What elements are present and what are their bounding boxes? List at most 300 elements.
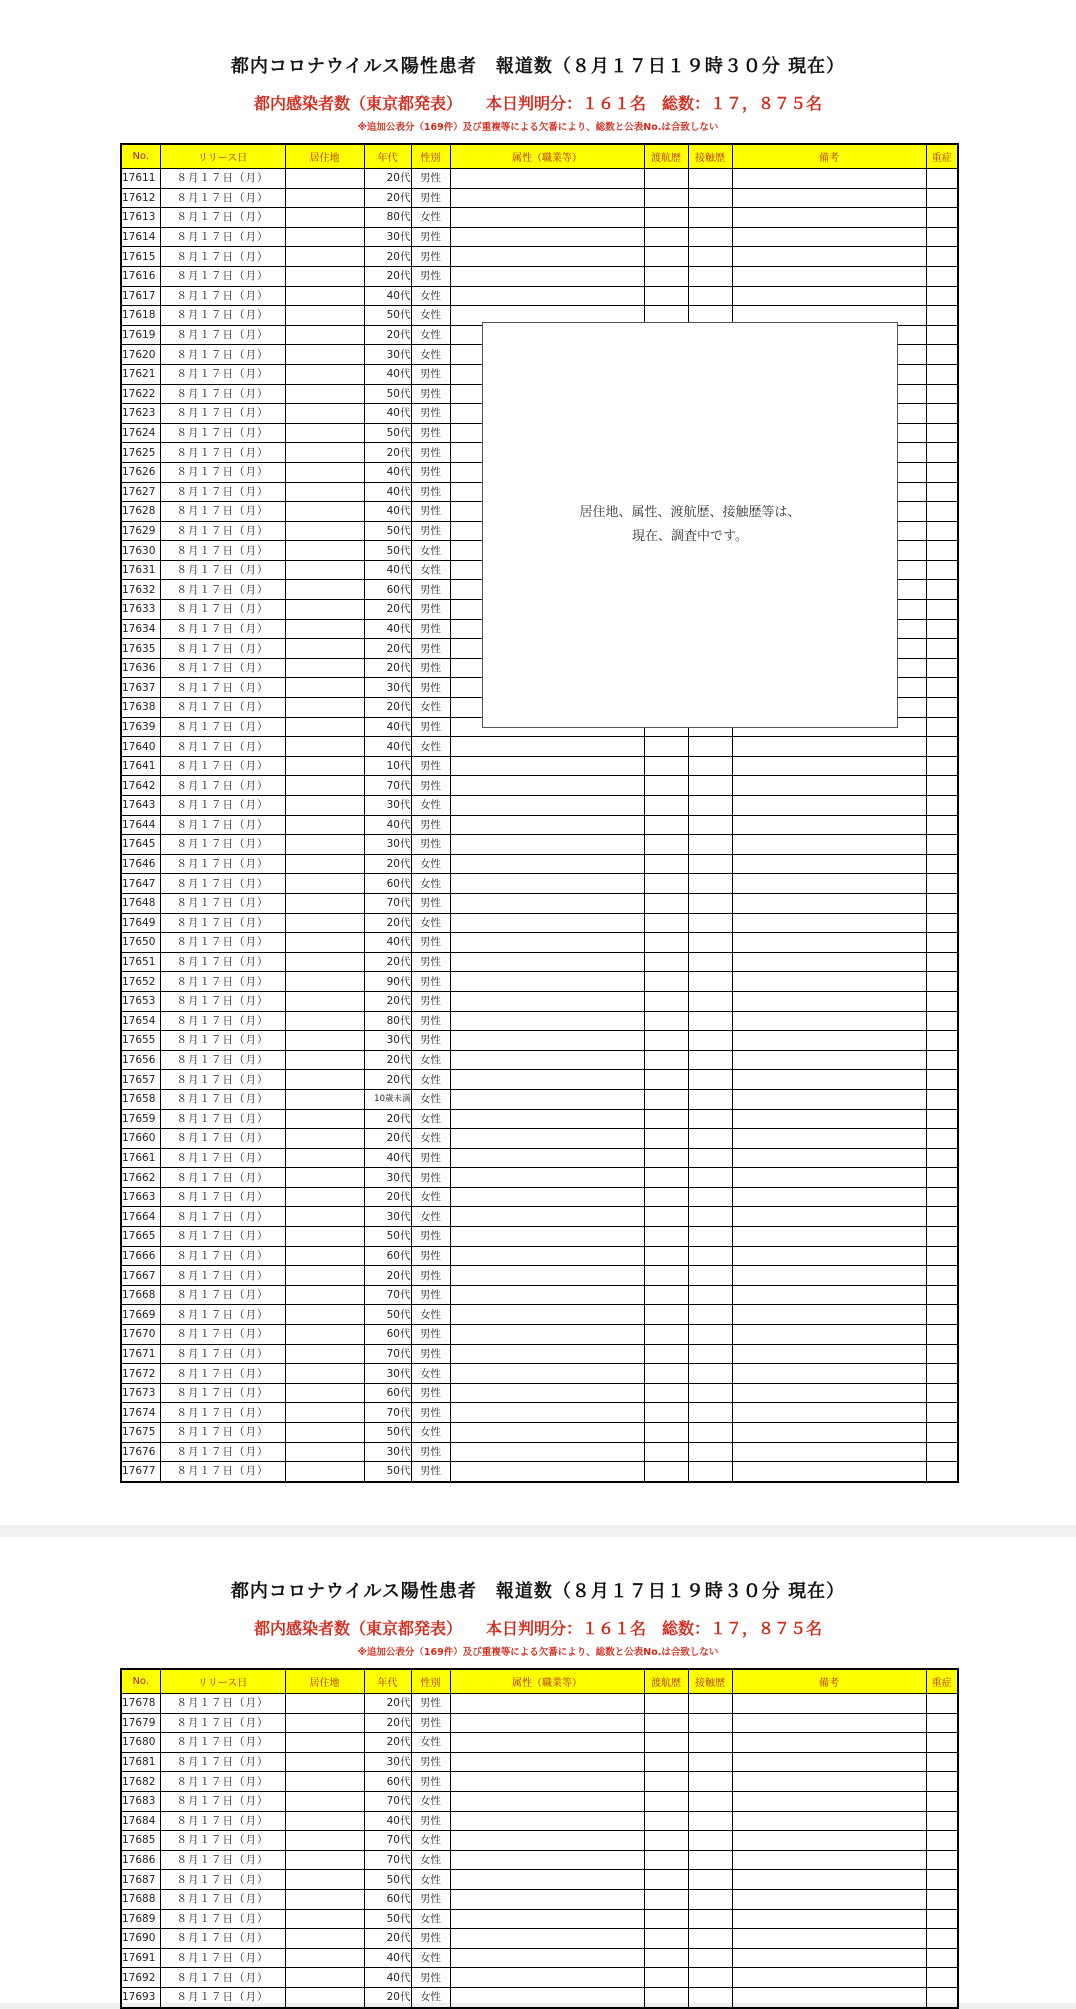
patient-no-cell: 17631 (121, 560, 160, 580)
numbering-note: ※追加公表分（169件）及び重複等による欠番により、総数と公表No.は合致しない (357, 1647, 719, 1658)
sex-cell: 女性 (411, 1831, 450, 1851)
severe-cell (926, 1148, 958, 1168)
remarks-cell (732, 1246, 926, 1266)
table-row (121, 796, 958, 816)
travel-history-cell (644, 1285, 688, 1305)
severe-cell (926, 1109, 958, 1129)
release-date-cell: ８月１７日（月） (160, 1285, 285, 1305)
contact-history-cell (688, 169, 732, 189)
remarks-cell (732, 1325, 926, 1345)
severe-cell (926, 717, 958, 737)
patient-no-cell: 17672 (121, 1364, 160, 1384)
release-date-cell: ８月１７日（月） (160, 1831, 285, 1851)
sex-cell: 男性 (411, 1968, 450, 1988)
attribute-cell (450, 1266, 644, 1286)
header-release-date: リリース日 (160, 144, 285, 169)
contact-history-cell (688, 1713, 732, 1733)
residence-cell (285, 482, 364, 502)
attribute-cell (450, 1713, 644, 1733)
age-cell: 20代 (364, 658, 411, 678)
remarks-cell (732, 991, 926, 1011)
age-cell: 20代 (364, 266, 411, 286)
age-cell: 20代 (364, 698, 411, 718)
patient-no-cell: 17690 (121, 1929, 160, 1949)
severe-cell (926, 854, 958, 874)
remarks-cell (732, 893, 926, 913)
table-row (121, 1772, 958, 1792)
residence-cell (285, 1423, 364, 1443)
residence-cell (285, 854, 364, 874)
travel-history-cell (644, 933, 688, 953)
travel-history-cell (644, 1733, 688, 1753)
travel-history-cell (644, 1325, 688, 1345)
release-date-cell: ８月１７日（月） (160, 737, 285, 757)
patient-no-cell: 17630 (121, 541, 160, 561)
residence-cell (285, 1207, 364, 1227)
release-date-cell: ８月１７日（月） (160, 1403, 285, 1423)
table-header-row (121, 144, 958, 169)
remarks-cell (732, 1791, 926, 1811)
age-cell: 20代 (364, 1070, 411, 1090)
travel-history-cell (644, 756, 688, 776)
patient-no-cell: 17624 (121, 423, 160, 443)
severe-cell (926, 1462, 958, 1482)
age-cell: 60代 (364, 1325, 411, 1345)
patient-no-cell: 17623 (121, 404, 160, 424)
age-cell: 40代 (364, 737, 411, 757)
residence-cell (285, 1383, 364, 1403)
remarks-cell (732, 247, 926, 267)
residence-cell (285, 1031, 364, 1051)
severe-cell (926, 1011, 958, 1031)
severe-cell (926, 1344, 958, 1364)
severe-cell (926, 1305, 958, 1325)
patient-no-cell: 17618 (121, 306, 160, 326)
remarks-cell (732, 1948, 926, 1968)
severe-cell (926, 1070, 958, 1090)
header-age: 年代 (364, 144, 411, 169)
table-row (121, 1733, 958, 1753)
travel-history-cell (644, 1772, 688, 1792)
sex-cell: 女性 (411, 1089, 450, 1109)
severe-cell (926, 991, 958, 1011)
residence-cell (285, 678, 364, 698)
release-date-cell: ８月１７日（月） (160, 384, 285, 404)
severe-cell (926, 1403, 958, 1423)
residence-cell (285, 1266, 364, 1286)
attribute-cell (450, 1305, 644, 1325)
severe-cell (926, 227, 958, 247)
patient-no-cell: 17676 (121, 1442, 160, 1462)
age-cell: 30代 (364, 1168, 411, 1188)
release-date-cell: ８月１７日（月） (160, 169, 285, 189)
release-date-cell: ８月１７日（月） (160, 1266, 285, 1286)
travel-history-cell (644, 1791, 688, 1811)
age-cell: 20代 (364, 247, 411, 267)
contact-history-cell (688, 1031, 732, 1051)
sex-cell: 男性 (411, 991, 450, 1011)
remarks-cell (732, 796, 926, 816)
table-row (121, 169, 958, 189)
age-cell: 70代 (364, 1791, 411, 1811)
table-row (121, 933, 958, 953)
sex-cell: 女性 (411, 1909, 450, 1929)
travel-history-cell (644, 1948, 688, 1968)
patient-no-cell: 17619 (121, 325, 160, 345)
residence-cell (285, 1909, 364, 1929)
remarks-cell (732, 1148, 926, 1168)
table-row (121, 815, 958, 835)
sex-cell: 男性 (411, 1246, 450, 1266)
release-date-cell: ８月１７日（月） (160, 1987, 285, 2007)
release-date-cell: ８月１７日（月） (160, 1909, 285, 1929)
travel-history-cell (644, 1050, 688, 1070)
severe-cell (926, 1089, 958, 1109)
contact-history-cell (688, 1364, 732, 1384)
attribute-cell (450, 1207, 644, 1227)
contact-history-cell (688, 1070, 732, 1090)
age-cell: 20代 (364, 991, 411, 1011)
patient-no-cell: 17691 (121, 1948, 160, 1968)
table-row (121, 286, 958, 306)
patient-no-cell: 17688 (121, 1889, 160, 1909)
patient-no-cell: 17677 (121, 1462, 160, 1482)
age-cell: 30代 (364, 1752, 411, 1772)
age-cell: 70代 (364, 1403, 411, 1423)
release-date-cell: ８月１７日（月） (160, 1870, 285, 1890)
release-date-cell: ８月１７日（月） (160, 1187, 285, 1207)
remarks-cell (732, 1266, 926, 1286)
contact-history-cell (688, 737, 732, 757)
release-date-cell: ８月１７日（月） (160, 1423, 285, 1443)
residence-cell (285, 306, 364, 326)
remarks-cell (732, 1713, 926, 1733)
residence-cell (285, 1889, 364, 1909)
header-severe: 重症 (926, 144, 958, 169)
release-date-cell: ８月１７日（月） (160, 345, 285, 365)
residence-cell (285, 1850, 364, 1870)
release-date-cell: ８月１７日（月） (160, 1968, 285, 1988)
table-row (121, 1791, 958, 1811)
release-date-cell: ８月１７日（月） (160, 1462, 285, 1482)
severe-cell (926, 893, 958, 913)
patient-no-cell: 17627 (121, 482, 160, 502)
travel-history-cell (644, 1187, 688, 1207)
table-row (121, 1713, 958, 1733)
patient-no-cell: 17687 (121, 1870, 160, 1890)
travel-history-cell (644, 1713, 688, 1733)
residence-cell (285, 1694, 364, 1714)
remarks-cell (732, 1929, 926, 1949)
sex-cell: 男性 (411, 1403, 450, 1423)
age-cell: 20代 (364, 1694, 411, 1714)
sex-cell: 女性 (411, 1791, 450, 1811)
patient-no-cell: 17659 (121, 1109, 160, 1129)
age-cell: 10歳未満 (364, 1089, 411, 1109)
age-cell: 20代 (364, 1929, 411, 1949)
travel-history-cell (644, 1850, 688, 1870)
sex-cell: 男性 (411, 1325, 450, 1345)
attribute-cell (450, 227, 644, 247)
age-cell: 90代 (364, 972, 411, 992)
patient-no-cell: 17632 (121, 580, 160, 600)
table-row (121, 1383, 958, 1403)
severe-cell (926, 266, 958, 286)
sex-cell: 女性 (411, 1050, 450, 1070)
remarks-cell (732, 1403, 926, 1423)
age-cell: 20代 (364, 188, 411, 208)
age-cell: 20代 (364, 600, 411, 620)
release-date-cell: ８月１７日（月） (160, 266, 285, 286)
age-cell: 70代 (364, 1850, 411, 1870)
table-row (121, 227, 958, 247)
table-header-row (121, 1669, 958, 1694)
table-row (121, 208, 958, 228)
contact-history-cell (688, 1383, 732, 1403)
contact-history-cell (688, 1423, 732, 1443)
contact-history-cell (688, 1694, 732, 1714)
residence-cell (285, 1733, 364, 1753)
patient-no-cell: 17628 (121, 502, 160, 522)
attribute-cell (450, 1462, 644, 1482)
attribute-cell (450, 1129, 644, 1149)
patient-no-cell: 17654 (121, 1011, 160, 1031)
remarks-cell (732, 1207, 926, 1227)
remarks-cell (732, 972, 926, 992)
table-row (121, 952, 958, 972)
attribute-cell (450, 991, 644, 1011)
release-date-cell: ８月１７日（月） (160, 227, 285, 247)
sex-cell: 男性 (411, 1011, 450, 1031)
sex-cell: 女性 (411, 796, 450, 816)
release-date-cell: ８月１７日（月） (160, 1246, 285, 1266)
residence-cell (285, 404, 364, 424)
remarks-cell (732, 776, 926, 796)
release-date-cell: ８月１７日（月） (160, 619, 285, 639)
travel-history-cell (644, 1031, 688, 1051)
age-cell: 60代 (364, 874, 411, 894)
attribute-cell (450, 1364, 644, 1384)
sex-cell: 男性 (411, 1462, 450, 1482)
sex-cell: 男性 (411, 1227, 450, 1247)
contact-history-cell (688, 1870, 732, 1890)
residence-cell (285, 443, 364, 463)
contact-history-cell (688, 1089, 732, 1109)
patient-no-cell: 17668 (121, 1285, 160, 1305)
residence-cell (285, 1948, 364, 1968)
contact-history-cell (688, 1850, 732, 1870)
severe-cell (926, 619, 958, 639)
release-date-cell: ８月１７日（月） (160, 423, 285, 443)
sex-cell: 男性 (411, 1148, 450, 1168)
severe-cell (926, 1168, 958, 1188)
sex-cell: 女性 (411, 286, 450, 306)
contact-history-cell (688, 188, 732, 208)
severe-cell (926, 1987, 958, 2007)
table-row (121, 1929, 958, 1949)
age-cell: 40代 (364, 1148, 411, 1168)
header-travel-history: 渡航歴 (644, 144, 688, 169)
residence-cell (285, 1772, 364, 1792)
travel-history-cell (644, 1442, 688, 1462)
sex-cell: 女性 (411, 854, 450, 874)
attribute-cell (450, 1909, 644, 1929)
table-row (121, 737, 958, 757)
header-age: 年代 (364, 1669, 411, 1694)
remarks-cell (732, 1462, 926, 1482)
contact-history-cell (688, 1889, 732, 1909)
attribute-cell (450, 1383, 644, 1403)
release-date-cell: ８月１７日（月） (160, 1089, 285, 1109)
table-row (121, 893, 958, 913)
severe-cell (926, 776, 958, 796)
sex-cell: 女性 (411, 1850, 450, 1870)
age-cell: 50代 (364, 306, 411, 326)
residence-cell (285, 521, 364, 541)
travel-history-cell (644, 1403, 688, 1423)
release-date-cell: ８月１７日（月） (160, 815, 285, 835)
patient-no-cell: 17645 (121, 835, 160, 855)
age-cell: 70代 (364, 776, 411, 796)
contact-history-cell (688, 815, 732, 835)
severe-cell (926, 1713, 958, 1733)
residence-cell (285, 1325, 364, 1345)
sex-cell: 男性 (411, 600, 450, 620)
residence-cell (285, 1227, 364, 1247)
attribute-cell (450, 1109, 644, 1129)
attribute-cell (450, 1850, 644, 1870)
sex-cell: 男性 (411, 247, 450, 267)
sex-cell: 男性 (411, 1929, 450, 1949)
release-date-cell: ８月１７日（月） (160, 325, 285, 345)
release-date-cell: ８月１７日（月） (160, 678, 285, 698)
severe-cell (926, 462, 958, 482)
severe-cell (926, 364, 958, 384)
patient-no-cell: 17652 (121, 972, 160, 992)
attribute-cell (450, 893, 644, 913)
release-date-cell: ８月１７日（月） (160, 1929, 285, 1949)
patient-no-cell: 17664 (121, 1207, 160, 1227)
release-date-cell: ８月１７日（月） (160, 1694, 285, 1714)
attribute-cell (450, 1791, 644, 1811)
patient-no-cell: 17642 (121, 776, 160, 796)
attribute-cell (450, 1187, 644, 1207)
travel-history-cell (644, 1909, 688, 1929)
residence-cell (285, 1364, 364, 1384)
age-cell: 40代 (364, 815, 411, 835)
travel-history-cell (644, 1423, 688, 1443)
patient-no-cell: 17660 (121, 1129, 160, 1149)
travel-history-cell (644, 1207, 688, 1227)
residence-cell (285, 1929, 364, 1949)
contact-history-cell (688, 1948, 732, 1968)
table-row (121, 1305, 958, 1325)
sex-cell: 男性 (411, 639, 450, 659)
sex-cell: 女性 (411, 1129, 450, 1149)
release-date-cell: ８月１７日（月） (160, 991, 285, 1011)
severe-cell (926, 1423, 958, 1443)
remarks-cell (732, 1423, 926, 1443)
table-row (121, 1909, 958, 1929)
patient-no-cell: 17682 (121, 1772, 160, 1792)
attribute-cell (450, 169, 644, 189)
remarks-cell (732, 227, 926, 247)
sex-cell: 男性 (411, 717, 450, 737)
patient-no-cell: 17636 (121, 658, 160, 678)
remarks-cell (732, 1187, 926, 1207)
residence-cell (285, 1148, 364, 1168)
patient-no-cell: 17637 (121, 678, 160, 698)
residence-cell (285, 913, 364, 933)
attribute-cell (450, 1870, 644, 1890)
sex-cell: 男性 (411, 1344, 450, 1364)
sex-cell: 男性 (411, 423, 450, 443)
travel-history-cell (644, 1364, 688, 1384)
severe-cell (926, 1285, 958, 1305)
residence-cell (285, 1129, 364, 1149)
release-date-cell: ８月１７日（月） (160, 893, 285, 913)
release-date-cell: ８月１７日（月） (160, 1305, 285, 1325)
attribute-cell (450, 1325, 644, 1345)
sex-cell: 男性 (411, 1694, 450, 1714)
contact-history-cell (688, 1207, 732, 1227)
release-date-cell: ８月１７日（月） (160, 972, 285, 992)
attribute-cell (450, 874, 644, 894)
patient-no-cell: 17692 (121, 1968, 160, 1988)
patient-no-cell: 17653 (121, 991, 160, 1011)
release-date-cell: ８月１７日（月） (160, 521, 285, 541)
sex-cell: 男性 (411, 1752, 450, 1772)
remarks-cell (732, 169, 926, 189)
sex-cell: 女性 (411, 306, 450, 326)
attribute-cell (450, 1752, 644, 1772)
attribute-cell (450, 933, 644, 953)
patient-no-cell: 17621 (121, 364, 160, 384)
residence-cell (285, 815, 364, 835)
severe-cell (926, 580, 958, 600)
residence-cell (285, 1791, 364, 1811)
age-cell: 40代 (364, 717, 411, 737)
contact-history-cell (688, 1305, 732, 1325)
sex-cell: 女性 (411, 1070, 450, 1090)
sex-cell: 男性 (411, 227, 450, 247)
travel-history-cell (644, 835, 688, 855)
release-date-cell: ８月１７日（月） (160, 364, 285, 384)
remarks-cell (732, 1305, 926, 1325)
age-cell: 70代 (364, 1344, 411, 1364)
residence-cell (285, 1987, 364, 2007)
release-date-cell: ８月１７日（月） (160, 1227, 285, 1247)
contact-history-cell (688, 1929, 732, 1949)
severe-cell (926, 678, 958, 698)
sex-cell: 男性 (411, 835, 450, 855)
table-row (121, 1266, 958, 1286)
age-cell: 20代 (364, 952, 411, 972)
contact-history-cell (688, 1187, 732, 1207)
severe-cell (926, 541, 958, 561)
sex-cell: 男性 (411, 443, 450, 463)
sex-cell: 男性 (411, 169, 450, 189)
contact-history-cell (688, 1227, 732, 1247)
release-date-cell: ８月１７日（月） (160, 482, 285, 502)
residence-cell (285, 756, 364, 776)
severe-cell (926, 639, 958, 659)
release-date-cell: ８月１７日（月） (160, 1889, 285, 1909)
travel-history-cell (644, 1266, 688, 1286)
age-cell: 50代 (364, 1227, 411, 1247)
severe-cell (926, 1811, 958, 1831)
travel-history-cell (644, 286, 688, 306)
